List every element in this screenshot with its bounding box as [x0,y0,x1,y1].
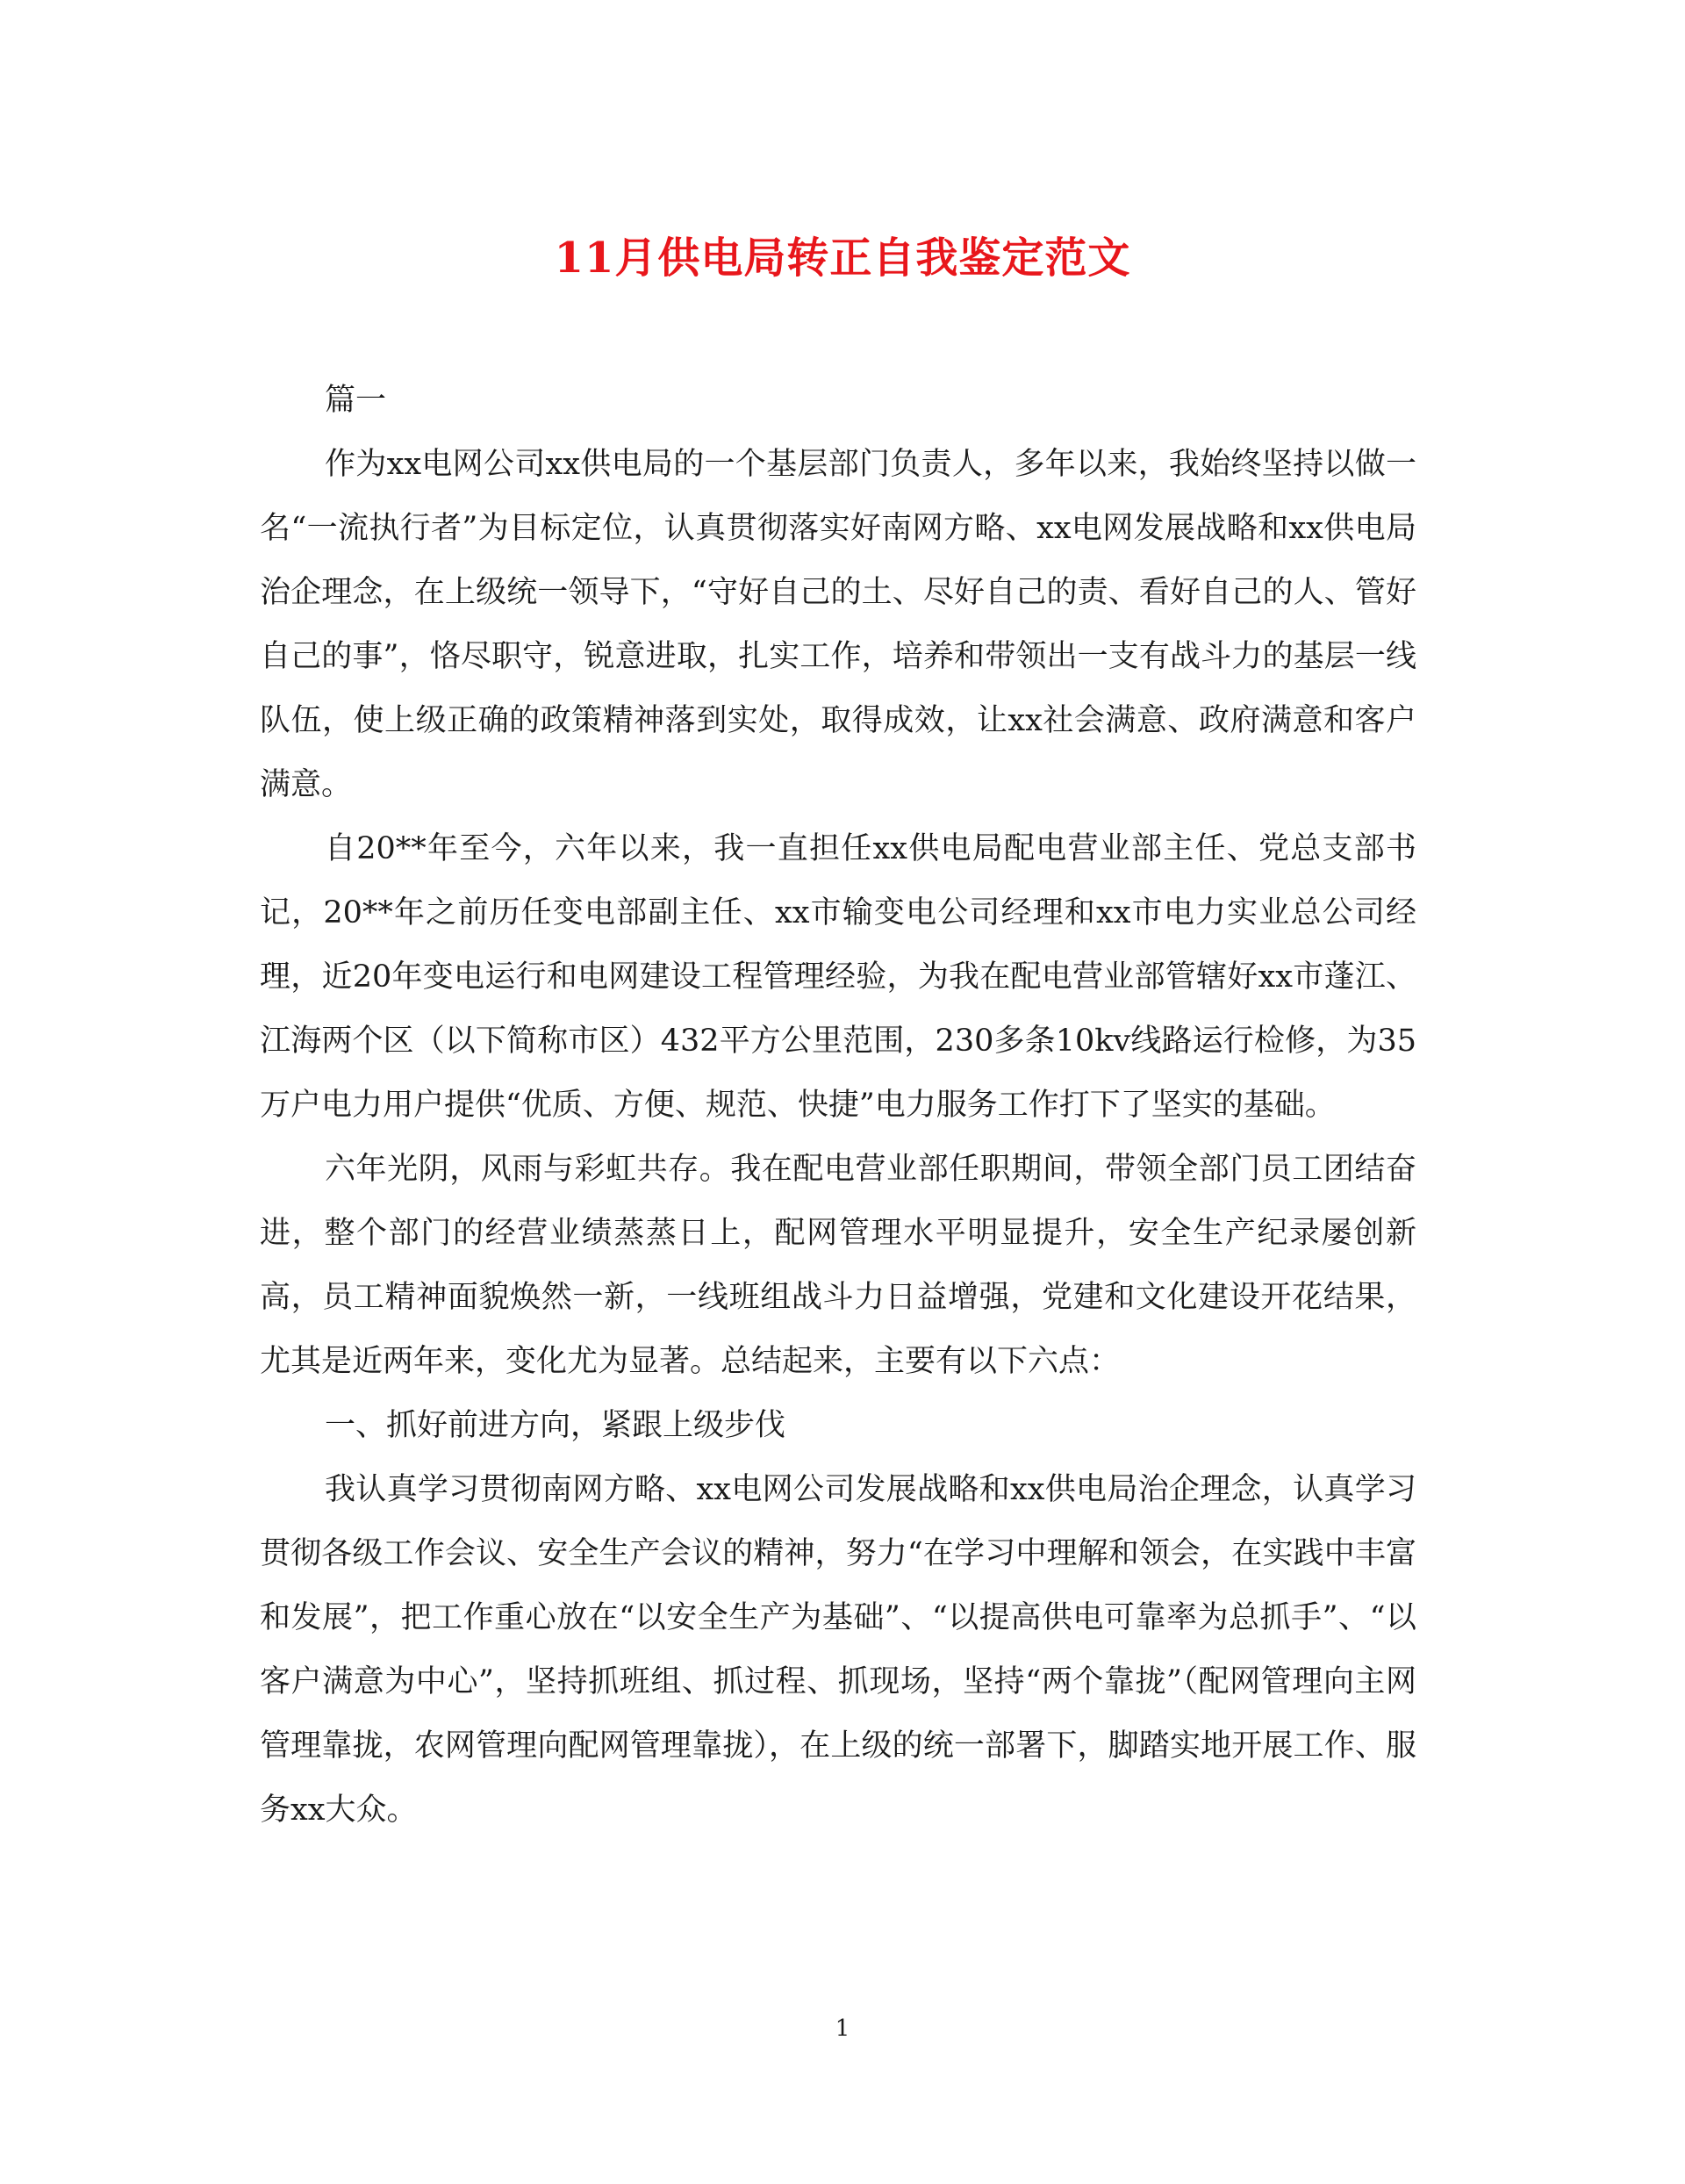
paragraph-intro: 作为xx电网公司xx供电局的一个基层部门负责人，多年以来，我始终坚持以做一名“一流执行者”为目标定位，认真贯彻落实好南网方略、xx电网发展战略和xx供电局治企理念，在上级统一领导下，“守好自己的土、尽好自己的责、看好自己的人、管好自己的事”，恪尽职守，锐意进取，扎实工作，培养和带领出一支有战斗力的基层一线队伍，使上级正确的政策精神落到实处，取得成效，让xx社会满意、政府满意和客户满意。 [260,447,1416,802]
section-heading-part-one: 篇一 [325,383,387,418]
page-number: 1 [835,2015,850,2042]
paragraph-experience: 自20**年至今，六年以来，我一直担任xx供电局配电营业部主任、党总支部书记，20**年之前历任变电部副主任、xx市输变电公司经理和xx市电力实业总公司经理，近20年变电运行和电网建设工程管理经验，为我在配电营业部管辖好xx市蓬江、江海两个区（以下简称市区）432平方公里范围，230多条10kv线路运行检修，为35万户电力用户提供“优质、方便、规范、快捷”电力服务工作打下了坚实的基础。 [260,831,1416,1123]
paragraph-point-one: 我认真学习贯彻南网方略、xx电网公司发展战略和xx供电局治企理念，认真学习贯彻各级工作会议、安全生产会议的精神，努力“在学习中理解和领会，在实践中丰富和发展”，把工作重心放在“以安全生产为基础”、“以提高供电可靠率为总抓手”、“以客户满意为中心”，坚持抓班组、抓过程、抓现场，坚持“两个靠拢”（配网管理向主网管理靠拢，农网管理向配网管理靠拢），在上级的统一部署下，脚踏实地开展工作、服务xx大众。 [260,1472,1416,1828]
paragraph-summary: 六年光阴，风雨与彩虹共存。我在配电营业部任职期间，带领全部门员工团结奋进，整个部门的经营业绩蒸蒸日上，配网管理水平明显提升，安全生产纪录屡创新高，员工精神面貌焕然一新，一线班组战斗力日益增强，党建和文化建设开花结果，尤其是近两年来，变化尤为显著。总结起来，主要有以下六点： [260,1152,1416,1379]
document-body [260,369,1416,1843]
section-heading-point-one: 一、抓好前进方向，紧跟上级步伐 [325,1408,786,1443]
document-title: 11月供电局转正自我鉴定范文 [554,233,1131,283]
